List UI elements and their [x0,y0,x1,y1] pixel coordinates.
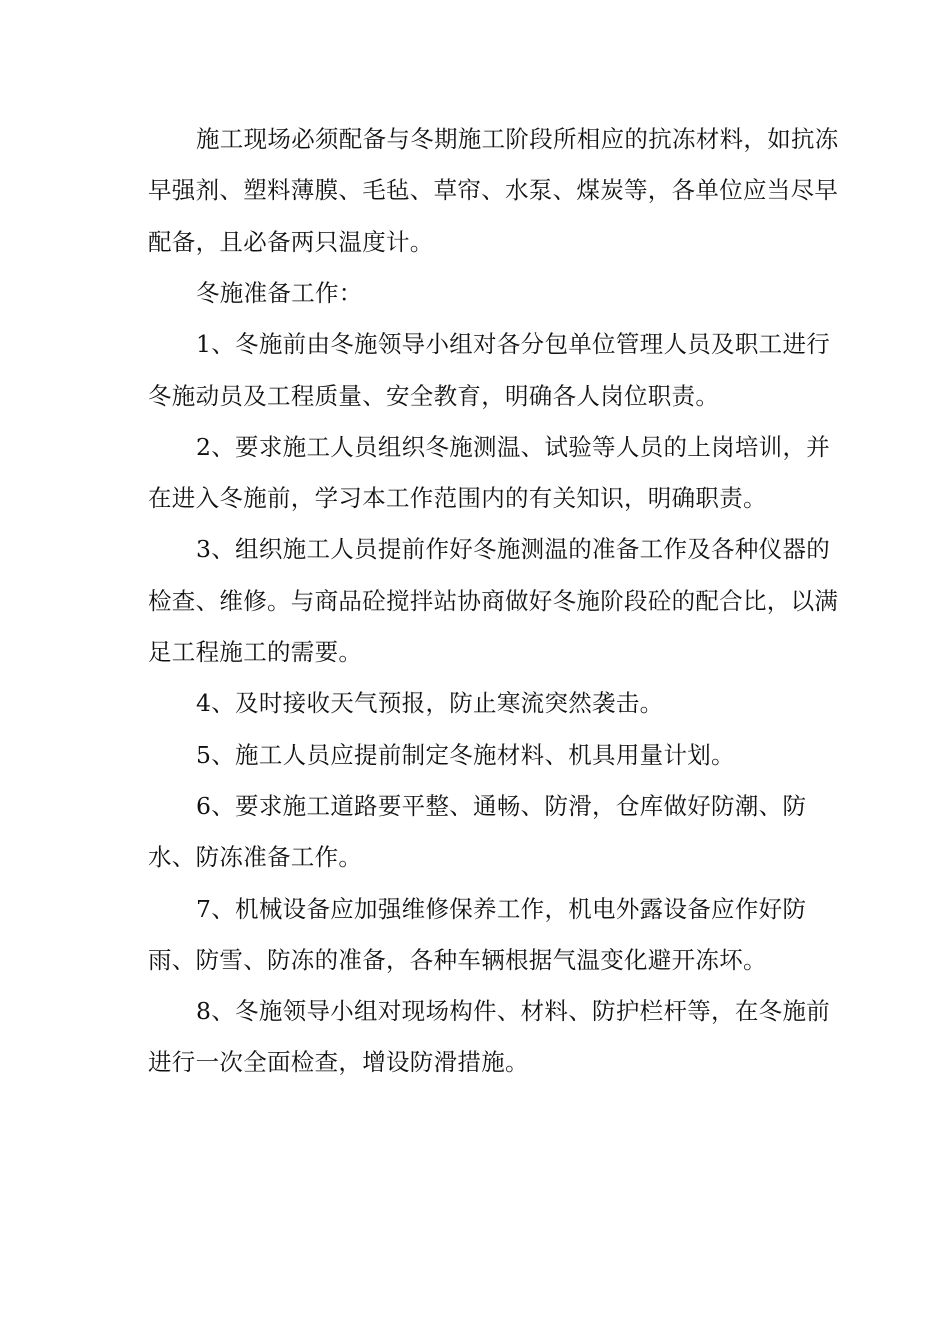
text-line: 在进入冬施前，学习本工作范围内的有关知识，明确职责。 [148,484,767,513]
text-line: 6、要求施工道路要平整、通畅、防滑，仓库做好防潮、防 [196,791,807,820]
text-line: 5、施工人员应提前制定冬施材料、机具用量计划。 [196,740,735,769]
text-line: 配备，且必备两只温度计。 [148,227,434,256]
text-line: 8、冬施领导小组对现场构件、材料、防护栏杆等，在冬施前 [196,997,831,1026]
text-line: 2、要求施工人员组织冬施测温、试验等人员的上岗培训，并 [196,432,831,461]
text-line: 进行一次全面检查，增设防滑措施。 [148,1048,529,1077]
text-line: 4、及时接收天气预报，防止寒流突然袭击。 [196,689,664,718]
text-line: 1、冬施前由冬施领导小组对各分包单位管理人员及职工进行 [196,330,831,359]
text-line: 施工现场必须配备与冬期施工阶段所相应的抗冻材料，如抗冻 [196,125,839,153]
text-line: 早强剂、塑料薄膜、毛毡、草帘、水泵、煤炭等，各单位应当尽早 [148,176,839,205]
text-line: 冬施准备工作： [196,278,363,307]
text-line: 3、组织施工人员提前作好冬施测温的准备工作及各种仪器的 [196,535,831,564]
text-line: 雨、防雪、防冻的准备，各种车辆根据气温变化避开冻坏。 [148,945,767,974]
text-line: 冬施动员及工程质量、安全教育，明确各人岗位职责。 [148,381,720,410]
text-line: 水、防冻准备工作。 [148,843,363,872]
text-line: 7、机械设备应加强维修保养工作，机电外露设备应作好防 [196,894,807,923]
text-line: 足工程施工的需要。 [148,638,363,666]
text-line: 检查、维修。与商品砼搅拌站协商做好冬施阶段砼的配合比，以满 [148,586,839,615]
